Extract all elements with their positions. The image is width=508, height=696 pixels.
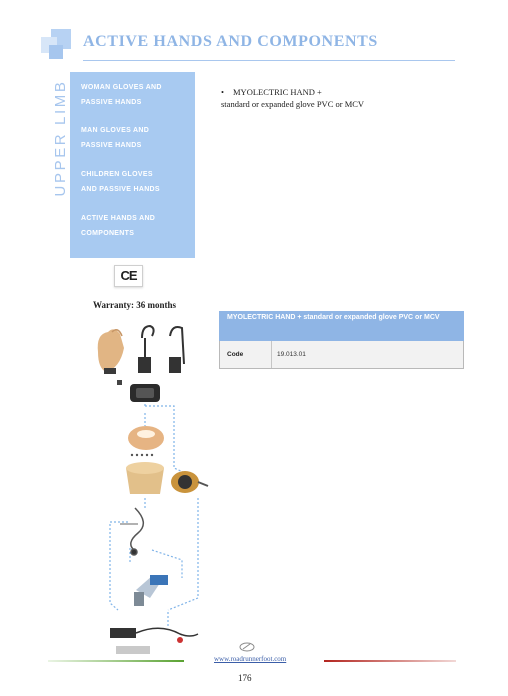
menu-item-label: AND PASSIVE HANDS (81, 186, 160, 193)
category-menu (70, 72, 195, 258)
menu-item-man-gloves[interactable] (81, 123, 191, 153)
bullet-line: standard or expanded glove PVC or MCV (221, 99, 365, 109)
table-row (219, 341, 464, 369)
menu-item-label: ACTIVE HANDS AND (81, 215, 156, 222)
components-diagram (90, 318, 215, 658)
page-title: ACTIVE HANDS AND COMPONENTS (83, 33, 378, 50)
myoelectric-hand-icon (98, 329, 124, 374)
menu-item-label: PASSIVE HANDS (81, 142, 142, 149)
page-number: 176 (238, 673, 252, 683)
cable-icon (120, 508, 143, 555)
brand-logo-icon (37, 27, 73, 63)
wrist-unit-icon (117, 380, 160, 402)
section-side-label: UPPER LIMB (52, 79, 69, 197)
product-bullet (221, 86, 471, 110)
menu-item-label: WOMAN GLOVES AND (81, 84, 162, 91)
menu-item-children-gloves[interactable] (81, 167, 191, 197)
title-divider (83, 60, 455, 61)
bullet-dot-icon: • (221, 87, 224, 97)
laminating-cup-icon (126, 462, 164, 494)
socket-ring-icon (128, 426, 164, 456)
electrode-icon (171, 471, 208, 493)
menu-item-label: PASSIVE HANDS (81, 99, 142, 106)
table-cell-value: 19.013.01 (277, 351, 306, 358)
bullet-line: MYOLECTRIC HAND + (233, 87, 322, 97)
battery-icon (134, 575, 168, 606)
menu-item-label: CHILDREN GLOVES (81, 171, 153, 178)
menu-item-woman-gloves[interactable] (81, 80, 191, 110)
charger-icon (110, 628, 198, 654)
menu-item-label: COMPONENTS (81, 230, 135, 237)
menu-item-active-hands[interactable] (81, 211, 191, 241)
footer-logo-icon (238, 640, 256, 654)
footer-rule-red (324, 660, 456, 662)
warranty-text: Warranty: 36 months (93, 300, 176, 310)
footer-rule-green (48, 660, 184, 662)
hook-terminal-icon (139, 326, 184, 372)
table-header: MYOLECTRIC HAND + standard or expanded glove PVC or MCV (219, 311, 464, 341)
table-cell-label: Code (220, 341, 272, 368)
footer-website-link[interactable]: www.roadrunnerfoot.com (214, 655, 287, 663)
menu-item-label: MAN GLOVES AND (81, 127, 150, 134)
product-code-table (219, 311, 464, 369)
ce-mark-icon: CE (114, 265, 143, 287)
